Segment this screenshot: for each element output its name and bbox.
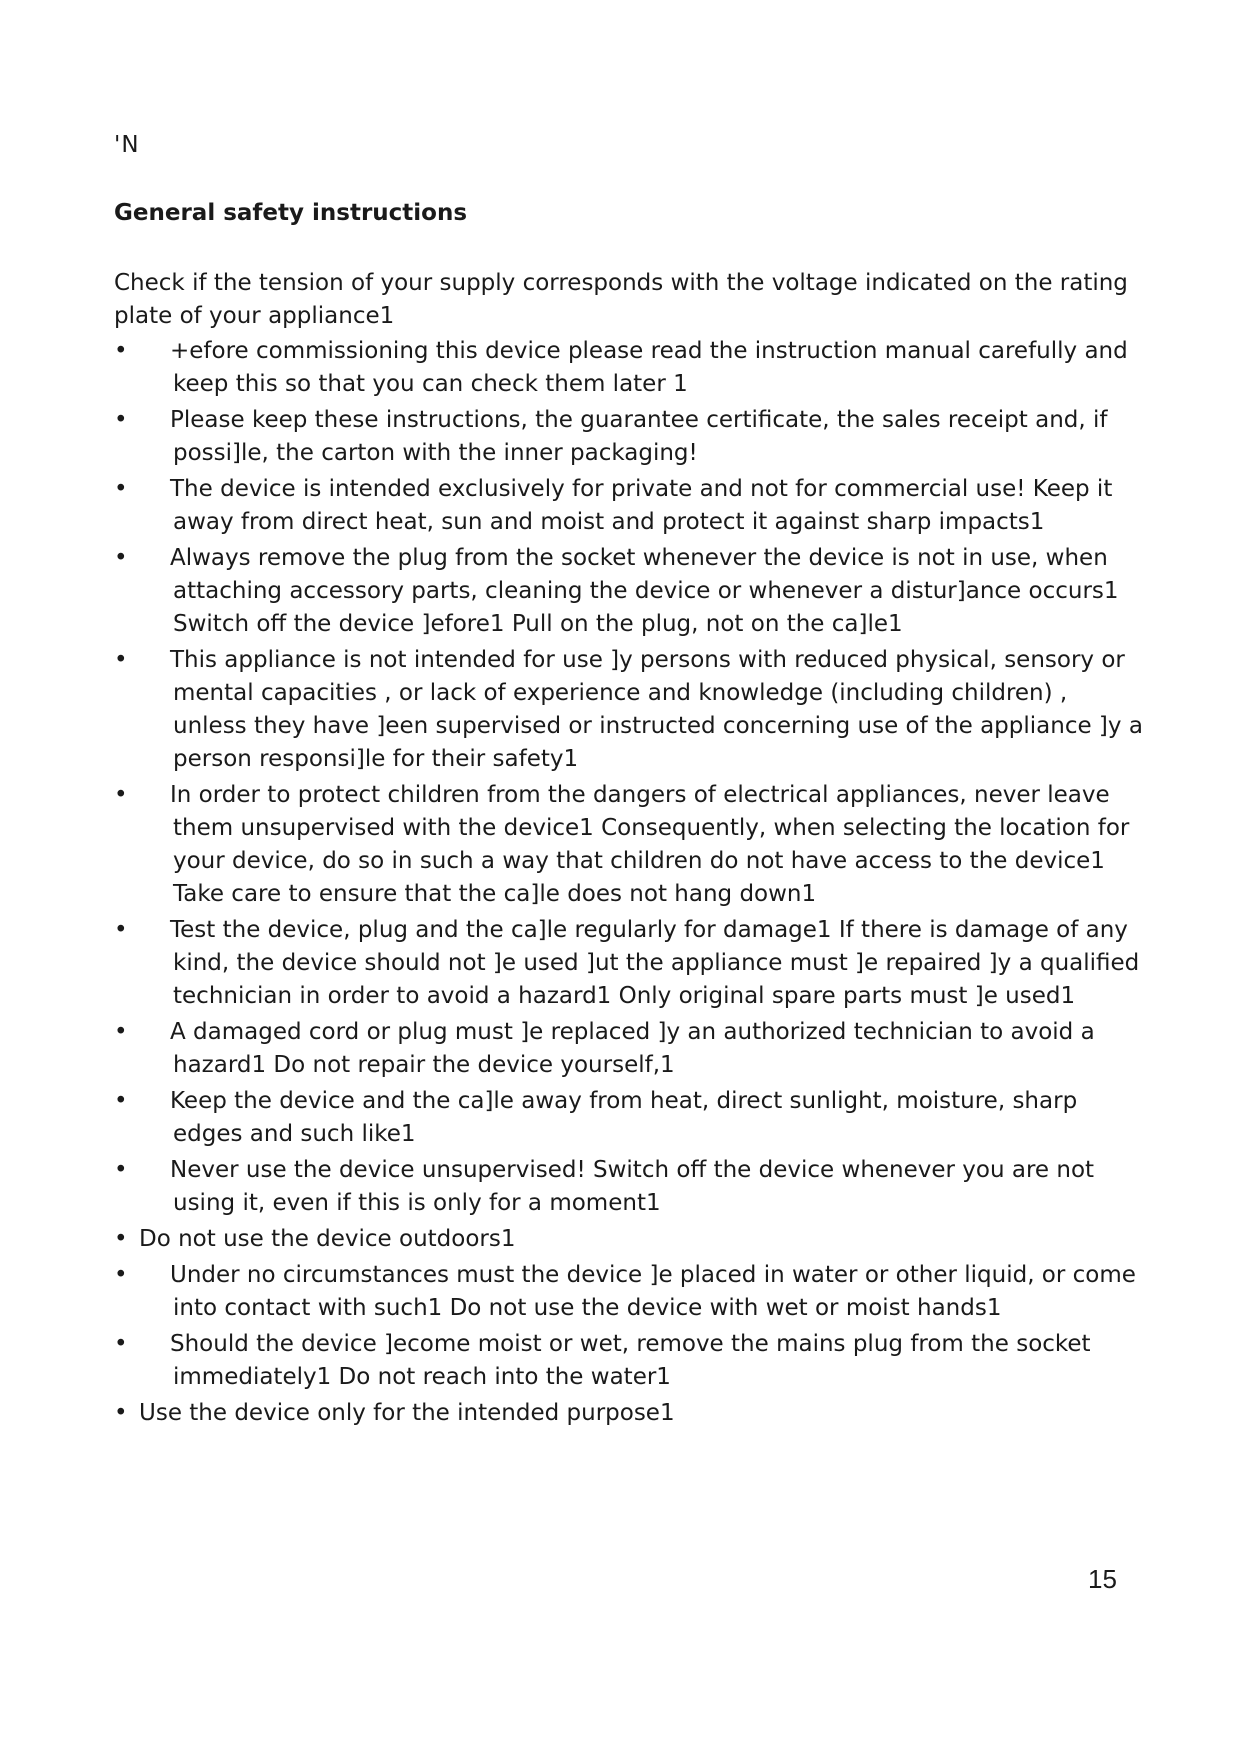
- list-item: [114, 1085, 1144, 1151]
- list-item-text: Keep the device and the ca]le away from heat, direct sunlight, moisture, sharp edges and such like1: [170, 1088, 1078, 1147]
- bullet-icon: •: [114, 1262, 128, 1288]
- list-item-text: This appliance is not intended for use ]y persons with reduced physical, sensory or mental capacities , or lack of experience and knowledge (including children) , unless they have ]een supervised or instructed concerning use of the appliance ]y a person responsi]le for their safety1: [170, 647, 1143, 772]
- bullet-icon: •: [114, 1331, 128, 1357]
- bullet-icon: •: [114, 917, 128, 943]
- list-item: [114, 914, 1144, 1013]
- safety-instructions-list: [114, 335, 1144, 1433]
- bullet-icon: •: [114, 1400, 128, 1426]
- list-item-text: The device is intended exclusively for private and not for commercial use! Keep it away from direct heat, sun and moist and protect it against sharp impacts1: [170, 476, 1113, 535]
- bullet-icon: •: [114, 1157, 128, 1183]
- list-item-text: Do not use the device outdoors1: [139, 1226, 516, 1252]
- list-item: [114, 404, 1144, 470]
- list-item: [114, 473, 1144, 539]
- list-item-text: In order to protect children from the dangers of electrical appliances, never leave them unsupervised with the device1 Consequently, when selecting the location for your device, do so in such a way that children do not have access to the device1 Take care to ensure that the ca]le does not hang down1: [170, 782, 1130, 907]
- bullet-icon: •: [114, 476, 128, 502]
- bullet-icon: •: [114, 407, 128, 433]
- list-item: [114, 1154, 1144, 1220]
- list-item: [114, 1223, 1144, 1256]
- list-item-text: Never use the device unsupervised! Switch off the device whenever you are not using it, even if this is only for a moment1: [170, 1157, 1095, 1216]
- bullet-icon: •: [114, 647, 128, 673]
- list-item-text: Use the device only for the intended purpose1: [139, 1400, 675, 1426]
- list-item: [114, 1016, 1144, 1082]
- list-item: [114, 779, 1144, 911]
- list-item-text: Under no circumstances must the device ]e placed in water or other liquid, or come into contact with such1 Do not use the device with wet or moist hands1: [170, 1262, 1136, 1321]
- corner-mark: 'N: [114, 132, 140, 158]
- bullet-icon: •: [114, 1019, 128, 1045]
- bullet-icon: •: [114, 782, 128, 808]
- list-item: [114, 335, 1144, 401]
- list-item: [114, 542, 1144, 641]
- intro-paragraph: Check if the tension of your supply corresponds with the voltage indicated on the rating plate of your appliance1: [114, 270, 1128, 329]
- list-item-text: A damaged cord or plug must ]e replaced ]y an authorized technician to avoid a hazard1 Do not repair the device yourself,1: [170, 1019, 1095, 1078]
- list-item: [114, 1328, 1144, 1394]
- list-item-text: +efore commissioning this device please read the instruction manual carefully and keep this so that you can check them later 1: [170, 338, 1128, 397]
- list-item: [114, 1259, 1144, 1325]
- list-item: [114, 1397, 1144, 1430]
- list-item-text: Always remove the plug from the socket whenever the device is not in use, when attaching accessory parts, cleaning the device or whenever a distur]ance occurs1 Switch off the device ]efore1 Pull on the plug, not on the ca]le1: [170, 545, 1119, 637]
- bullet-icon: •: [114, 1088, 128, 1114]
- page-number: 15: [1088, 1564, 1117, 1594]
- list-item: [114, 644, 1144, 776]
- section-heading: General safety instructions: [114, 200, 468, 226]
- list-item-text: Please keep these instructions, the guarantee certificate, the sales receipt and, if possi]le, the carton with the inner packaging!: [170, 407, 1108, 466]
- bullet-icon: •: [114, 1226, 128, 1252]
- bullet-icon: •: [114, 545, 128, 571]
- bullet-icon: •: [114, 338, 128, 364]
- list-item-text: Should the device ]ecome moist or wet, remove the mains plug from the socket immediately1 Do not reach into the water1: [170, 1331, 1091, 1390]
- list-item-text: Test the device, plug and the ca]le regularly for damage1 If there is damage of any kind, the device should not ]e used ]ut the appliance must ]e repaired ]y a qualified technician in order to avoid a hazard1 Only original spare parts must ]e used1: [170, 917, 1140, 1009]
